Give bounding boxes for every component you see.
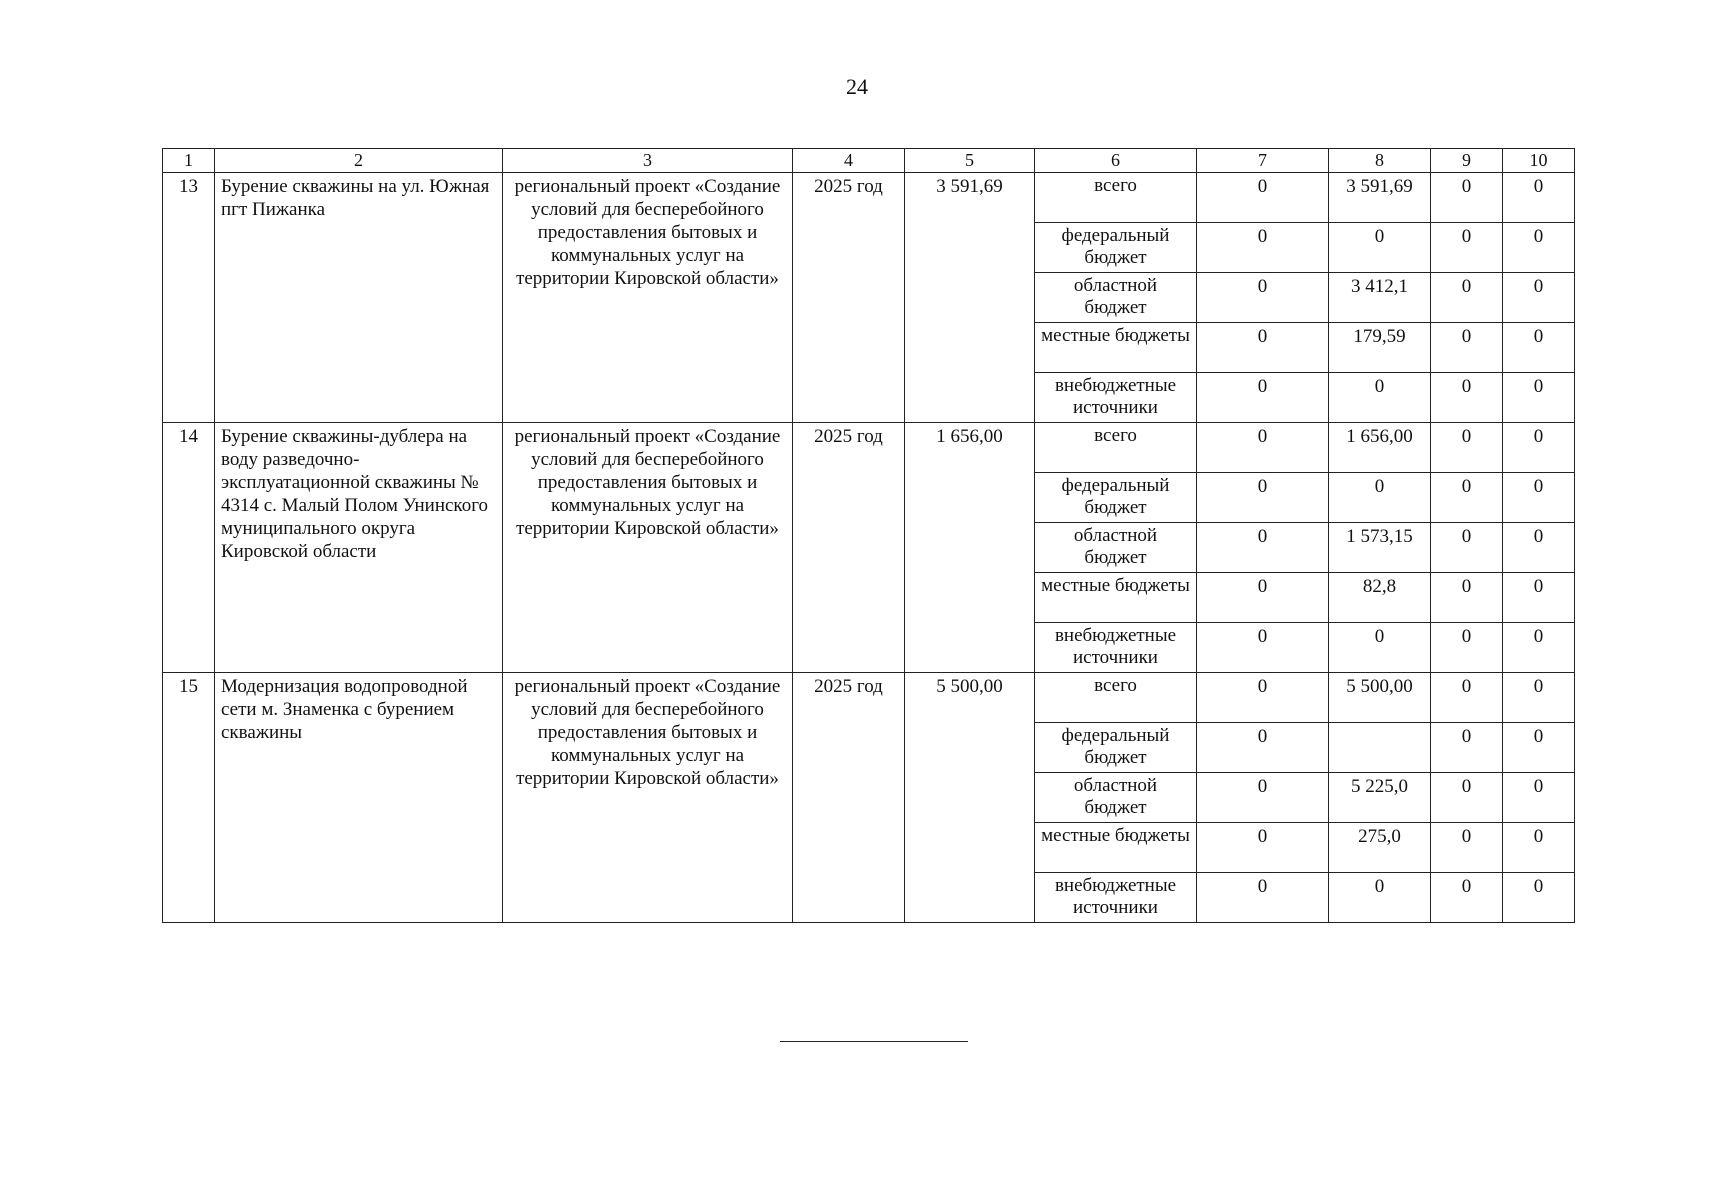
table-header-row bbox=[163, 149, 1575, 173]
funding-value-c7: 0 bbox=[1197, 623, 1329, 673]
funding-value-c8: 0 bbox=[1329, 623, 1431, 673]
funding-value-c10: 0 bbox=[1503, 823, 1575, 873]
funding-source-label: всего bbox=[1035, 173, 1197, 223]
funding-value-c8: 0 bbox=[1329, 473, 1431, 523]
funding-value-c8: 0 bbox=[1329, 373, 1431, 423]
funding-value-c8: 1 656,00 bbox=[1329, 423, 1431, 473]
header-col-5: 5 bbox=[905, 149, 1035, 173]
header-col-3: 3 bbox=[503, 149, 793, 173]
item-number: 15 bbox=[163, 673, 215, 923]
funding-value-c7: 0 bbox=[1197, 573, 1329, 623]
funding-value-c10: 0 bbox=[1503, 523, 1575, 573]
funding-value-c9: 0 bbox=[1431, 423, 1503, 473]
funding-value-c9: 0 bbox=[1431, 523, 1503, 573]
funding-value-c9: 0 bbox=[1431, 873, 1503, 923]
funding-value-c10: 0 bbox=[1503, 723, 1575, 773]
funding-value-c9: 0 bbox=[1431, 273, 1503, 323]
funding-source-label: областной бюджет bbox=[1035, 523, 1197, 573]
item-project: региональный проект «Создание условий для бесперебойного предоставления бытовых и коммунальных услуг на территории Кировской области» bbox=[503, 423, 793, 673]
funding-value-c10: 0 bbox=[1503, 273, 1575, 323]
funding-value-c7: 0 bbox=[1197, 323, 1329, 373]
item-year: 2025 год bbox=[793, 423, 905, 673]
funding-value-c9: 0 bbox=[1431, 823, 1503, 873]
item-number: 14 bbox=[163, 423, 215, 673]
funding-value-c10: 0 bbox=[1503, 173, 1575, 223]
end-of-document-rule bbox=[780, 1041, 968, 1042]
header-col-7: 7 bbox=[1197, 149, 1329, 173]
funding-value-c10: 0 bbox=[1503, 423, 1575, 473]
funding-value-c8: 0 bbox=[1329, 873, 1431, 923]
item-project: региональный проект «Создание условий для бесперебойного предоставления бытовых и коммунальных услуг на территории Кировской области» bbox=[503, 173, 793, 423]
funding-value-c9: 0 bbox=[1431, 173, 1503, 223]
funding-value-c7: 0 bbox=[1197, 823, 1329, 873]
header-col-4: 4 bbox=[793, 149, 905, 173]
header-col-6: 6 bbox=[1035, 149, 1197, 173]
funding-source-label: местные бюджеты bbox=[1035, 323, 1197, 373]
funding-source-label: всего bbox=[1035, 423, 1197, 473]
funding-value-c10: 0 bbox=[1503, 573, 1575, 623]
funding-value-c7: 0 bbox=[1197, 523, 1329, 573]
funding-source-label: местные бюджеты bbox=[1035, 823, 1197, 873]
funding-value-c10: 0 bbox=[1503, 323, 1575, 373]
funding-value-c7: 0 bbox=[1197, 873, 1329, 923]
header-col-10: 10 bbox=[1503, 149, 1575, 173]
header-col-9: 9 bbox=[1431, 149, 1503, 173]
funding-value-c10: 0 bbox=[1503, 223, 1575, 273]
funding-value-c8: 5 500,00 bbox=[1329, 673, 1431, 723]
funding-source-label: федеральный бюджет bbox=[1035, 723, 1197, 773]
funding-source-label: всего bbox=[1035, 673, 1197, 723]
funding-value-c7: 0 bbox=[1197, 723, 1329, 773]
funding-value-c9: 0 bbox=[1431, 573, 1503, 623]
funding-value-c8: 1 573,15 bbox=[1329, 523, 1431, 573]
funding-value-c9: 0 bbox=[1431, 723, 1503, 773]
item-total: 1 656,00 bbox=[905, 423, 1035, 673]
item-number: 13 bbox=[163, 173, 215, 423]
header-col-1: 1 bbox=[163, 149, 215, 173]
funding-value-c10: 0 bbox=[1503, 873, 1575, 923]
funding-source-label: внебюджетные источники bbox=[1035, 623, 1197, 673]
funding-value-c9: 0 bbox=[1431, 623, 1503, 673]
item-name: Модернизация водопроводной сети м. Знаменка с бурением скважины bbox=[215, 673, 503, 923]
funding-value-c9: 0 bbox=[1431, 773, 1503, 823]
funding-value-c7: 0 bbox=[1197, 773, 1329, 823]
item-total: 5 500,00 bbox=[905, 673, 1035, 923]
item-name: Бурение скважины-дублера на воду разведочно-эксплуатационной скважины № 4314 с. Малый Полом Унинского муниципального округа Кировской области bbox=[215, 423, 503, 673]
funding-value-c9: 0 bbox=[1431, 323, 1503, 373]
funding-value-c8: 0 bbox=[1329, 223, 1431, 273]
funding-value-c10: 0 bbox=[1503, 623, 1575, 673]
funding-source-label: областной бюджет bbox=[1035, 273, 1197, 323]
item-name: Бурение скважины на ул. Южная пгт Пижанка bbox=[215, 173, 503, 423]
funding-value-c7: 0 bbox=[1197, 273, 1329, 323]
funding-source-label: внебюджетные источники bbox=[1035, 873, 1197, 923]
header-col-8: 8 bbox=[1329, 149, 1431, 173]
funding-value-c9: 0 bbox=[1431, 473, 1503, 523]
funding-source-label: федеральный бюджет bbox=[1035, 473, 1197, 523]
funding-table bbox=[162, 148, 1575, 923]
funding-source-label: федеральный бюджет bbox=[1035, 223, 1197, 273]
funding-value-c10: 0 bbox=[1503, 373, 1575, 423]
table-row bbox=[163, 673, 1575, 723]
funding-value-c7: 0 bbox=[1197, 173, 1329, 223]
funding-value-c7: 0 bbox=[1197, 473, 1329, 523]
item-year: 2025 год bbox=[793, 173, 905, 423]
funding-source-label: внебюджетные источники bbox=[1035, 373, 1197, 423]
funding-value-c10: 0 bbox=[1503, 773, 1575, 823]
funding-value-c8: 3 412,1 bbox=[1329, 273, 1431, 323]
funding-value-c7: 0 bbox=[1197, 673, 1329, 723]
item-total: 3 591,69 bbox=[905, 173, 1035, 423]
funding-value-c10: 0 bbox=[1503, 673, 1575, 723]
funding-source-label: областной бюджет bbox=[1035, 773, 1197, 823]
funding-value-c10: 0 bbox=[1503, 473, 1575, 523]
funding-value-c9: 0 bbox=[1431, 223, 1503, 273]
funding-value-c8: 179,59 bbox=[1329, 323, 1431, 373]
funding-value-c8: 82,8 bbox=[1329, 573, 1431, 623]
funding-value-c7: 0 bbox=[1197, 373, 1329, 423]
item-year: 2025 год bbox=[793, 673, 905, 923]
table-row bbox=[163, 173, 1575, 223]
item-project: региональный проект «Создание условий для бесперебойного предоставления бытовых и коммунальных услуг на территории Кировской области» bbox=[503, 673, 793, 923]
funding-value-c8: 275,0 bbox=[1329, 823, 1431, 873]
funding-value-c7: 0 bbox=[1197, 223, 1329, 273]
funding-value-c7: 0 bbox=[1197, 423, 1329, 473]
funding-value-c9: 0 bbox=[1431, 673, 1503, 723]
table-row bbox=[163, 423, 1575, 473]
funding-value-c9: 0 bbox=[1431, 373, 1503, 423]
page-number: 24 bbox=[846, 74, 868, 99]
header-col-2: 2 bbox=[215, 149, 503, 173]
funding-value-c8 bbox=[1329, 723, 1431, 773]
funding-value-c8: 5 225,0 bbox=[1329, 773, 1431, 823]
funding-source-label: местные бюджеты bbox=[1035, 573, 1197, 623]
funding-value-c8: 3 591,69 bbox=[1329, 173, 1431, 223]
